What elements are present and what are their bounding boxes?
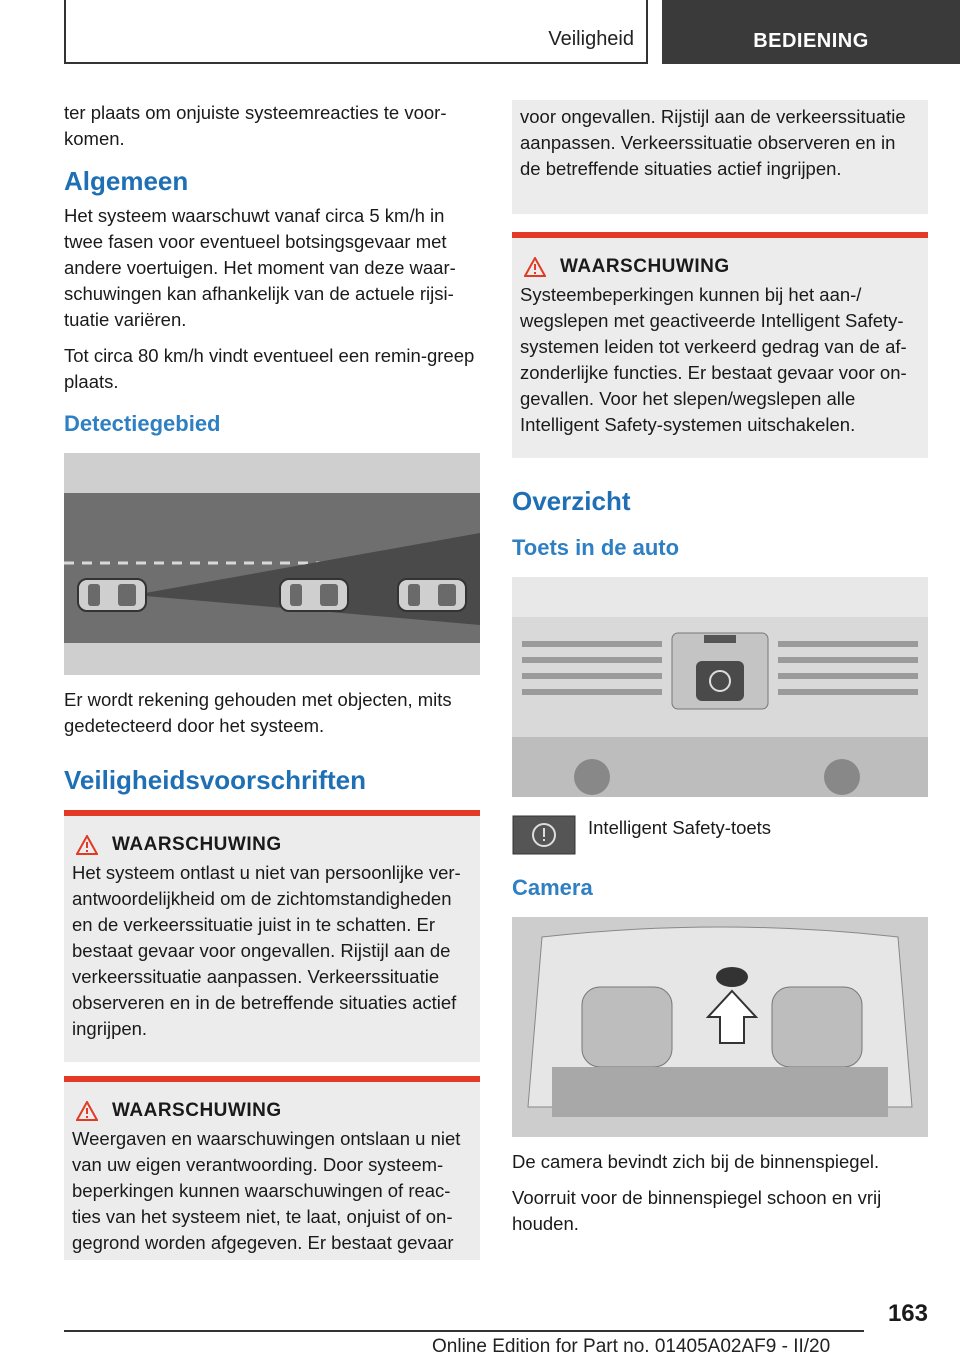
warning-box [64, 810, 480, 1062]
warning-title: WAARSCHUWING [560, 256, 730, 277]
intro-text: ter plaats om onjuiste systeemreacties te voor- komen. [64, 102, 447, 149]
footer-divider [64, 1330, 864, 1332]
heading-toets: Toets in de auto [512, 535, 680, 560]
button-caption: Intelligent Safety-toets [588, 817, 772, 838]
heading-camera: Camera [512, 875, 593, 900]
warning-text: Weergaven en waarschuwingen ontslaan u niet van uw eigen verantwoording. Door systeem-beperkingen kunnen waarschuwingen of reac-ties van het systeem niet, te laat, onjuist of on-gegrond worden afgegeven. Er bestaat gevaar [72, 1128, 461, 1253]
warning-text: Het systeem ontlast u niet van persoonlijke ver-antwoordelijkheid om de zichtomstandigheden en de verkeerssituatie juist in te schatten. Er bestaat gevaar voor ongevallen. Rijstijl aan de verkeerssituatie aanpassen. Verkeerssituatie observeren en in de betreffende situaties actief ingrijpen. [72, 862, 461, 1039]
camera-location-illustration [512, 917, 928, 1137]
detection-area-illustration [64, 453, 480, 675]
footer-edition: Online Edition for Part no. 01405A02AF9 - II/20 [432, 1336, 831, 1357]
heading-overzicht: Overzicht [512, 486, 631, 516]
warning-text: Systeembeperkingen kunnen bij het aan-/ wegslepen met geactiveerde Intelligent Safety-systemen leiden tot verkeerd gedrag van de af-zonderlijke functies. Er bestaat gevaar voor on-gevallen. Voor het slepen/wegslepen alle Intelligent Safety-systemen uitschakelen. [520, 284, 907, 435]
warning-text: voor ongevallen. Rijstijl aan de verkeerssituatie aanpassen. Verkeerssituatie observeren en in de betreffende situaties actief ingrijpen. [520, 106, 906, 179]
header-chapter-title: BEDIENING [662, 0, 960, 64]
detection-caption: Er wordt rekening gehouden met objecten, mits gedetecteerd door het systeem. [64, 689, 452, 736]
intelligent-safety-button-icon [512, 815, 576, 855]
heading-algemeen: Algemeen [64, 166, 189, 196]
warning-title: WAARSCHUWING [112, 1100, 282, 1121]
paragraph: Tot circa 80 km/h vindt eventueel een remin-greep plaats. [64, 345, 475, 392]
paragraph: Het systeem waarschuwt vanaf circa 5 km/h in twee fasen voor eventueel botsingsgevaar met andere voertuigen. Het moment van deze waar-schuwingen kan afhankelijk van de actuele rijsi-tuatie variëren. [64, 205, 456, 330]
left-column [64, 100, 480, 1274]
header-section-title: Veiligheid [548, 28, 634, 50]
warning-triangle-icon [524, 257, 546, 277]
warning-title: WAARSCHUWING [112, 834, 282, 855]
warning-continuation [512, 100, 928, 214]
camera-text: Voorruit voor de binnenspiegel schoon en vrij houden. [512, 1187, 882, 1234]
warning-box [512, 232, 928, 458]
warning-box [64, 1076, 480, 1260]
heading-detectiegebied: Detectiegebied [64, 411, 221, 436]
heading-veiligheidsvoorschriften: Veiligheidsvoorschriften [64, 765, 366, 795]
dashboard-button-illustration [512, 577, 928, 797]
right-column [512, 100, 928, 1247]
camera-text: De camera bevindt zich bij de binnenspiegel. [512, 1151, 880, 1172]
page-number: 163 [887, 1300, 928, 1327]
warning-triangle-icon [76, 1101, 98, 1121]
warning-triangle-icon [76, 835, 98, 855]
